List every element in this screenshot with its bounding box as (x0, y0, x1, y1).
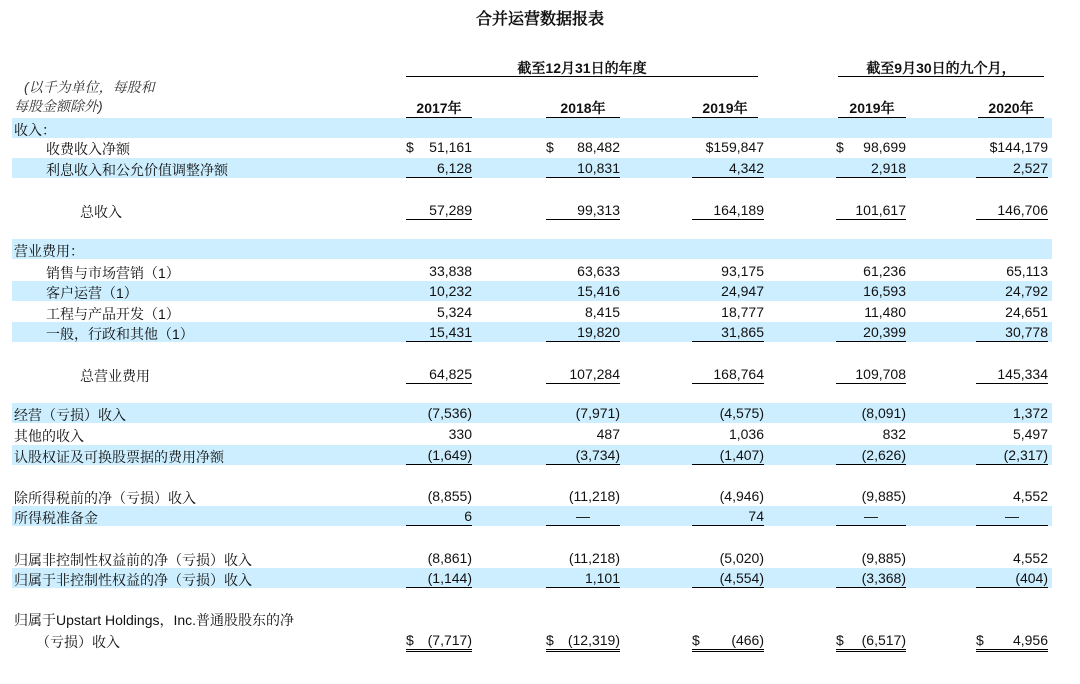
double-underline (976, 649, 1048, 652)
underline (406, 219, 472, 220)
currency-symbol: $ (836, 139, 844, 155)
cell-value: (1,407) (719, 447, 764, 463)
cell-value: 4,956 (1012, 632, 1048, 648)
cell-value: 24,792 (1005, 283, 1048, 299)
cell-value: (4,554) (719, 570, 764, 586)
table-row-customer-ops (0, 281, 1080, 301)
table-cell (546, 160, 620, 178)
cell-value: 2,527 (1012, 160, 1048, 176)
table-cell (546, 632, 620, 650)
underline (406, 341, 472, 342)
table-cell (836, 426, 906, 444)
table-cell (692, 283, 764, 301)
currency-symbol: $ (546, 632, 554, 648)
table-cell (692, 632, 764, 650)
table-row-engineering (0, 302, 1080, 322)
underline (836, 219, 906, 220)
underline (406, 587, 472, 588)
table-cell (546, 405, 620, 423)
year-header-2018: 2018年 (560, 100, 606, 116)
cell-value: (7,717) (427, 632, 472, 648)
table-cell (976, 324, 1048, 342)
year-header-2020: 2020年 (988, 100, 1034, 116)
table-cell (836, 550, 906, 568)
underline (976, 464, 1048, 465)
table-cell (836, 160, 906, 178)
row-label: 总收入 (80, 204, 122, 220)
table-row-net-common-line1 (0, 608, 1080, 628)
double-underline (836, 649, 906, 652)
table-cell (836, 139, 906, 157)
cell-value: (9,885) (861, 550, 906, 566)
underline (546, 341, 620, 342)
cell-value: 61,236 (863, 263, 906, 279)
cell-value: 1,372 (1012, 405, 1048, 421)
cell-value: (2,317) (1003, 447, 1048, 463)
table-cell (692, 263, 764, 281)
table-row-nci (0, 568, 1080, 588)
cell-value: (1,649) (427, 447, 472, 463)
row-label: 除所得税前的净（亏损）收入 (14, 490, 196, 506)
underline (976, 341, 1048, 342)
cell-value: 10,831 (577, 160, 620, 176)
table-row-before-nci (0, 548, 1080, 568)
cell-value: 1,036 (728, 426, 764, 442)
cell-value: 168,764 (713, 366, 764, 382)
cell-value: 164,189 (713, 202, 764, 218)
cell-value: 24,651 (1005, 304, 1048, 320)
cell-value: 832 (882, 426, 906, 442)
row-label: 经营（亏损）收入 (14, 407, 126, 423)
underline (406, 383, 472, 384)
table-row-total-revenue (0, 200, 1080, 220)
cell-value: (4,946) (719, 488, 764, 504)
table-cell (692, 447, 764, 465)
cell-value: 20,399 (863, 324, 906, 340)
table-row-total-opex (0, 364, 1080, 384)
table-cell (692, 426, 764, 444)
table-cell (546, 570, 620, 588)
row-shading (12, 239, 1052, 259)
table-cell (406, 283, 472, 301)
cell-value: 30,778 (1005, 324, 1048, 340)
cell-value: 8,415 (584, 304, 620, 320)
table-cell (836, 405, 906, 423)
table-cell (836, 508, 906, 526)
table-cell (836, 488, 906, 506)
cell-value: 98,699 (863, 139, 906, 155)
table-cell (406, 202, 472, 220)
row-label: 归属于非控制性权益的净（亏损）收入 (14, 572, 252, 588)
cell-value: 31,865 (721, 324, 764, 340)
table-cell (406, 324, 472, 342)
table-cell (406, 160, 472, 178)
underline (546, 525, 620, 526)
group-header-nine-months: 截至9月30日的九个月， (866, 60, 1016, 76)
table-cell (836, 366, 906, 384)
cell-value: 74 (748, 508, 764, 524)
table-cell (836, 324, 906, 342)
cell-value: 6 (464, 508, 472, 524)
cell-value: (3,368) (861, 570, 906, 586)
table-cell (692, 160, 764, 178)
underline (546, 464, 620, 465)
table-cell (692, 304, 764, 322)
underline (836, 525, 906, 526)
cell-value: 33,838 (429, 263, 472, 279)
cell-value: 24,947 (721, 283, 764, 299)
underline (546, 177, 620, 178)
table-cell (976, 283, 1048, 301)
row-label: 收入： (14, 122, 56, 138)
cell-value: 1,101 (584, 570, 620, 586)
cell-value: (8,861) (427, 550, 472, 566)
cell-value: 101,617 (855, 202, 906, 218)
table-cell (692, 488, 764, 506)
table-cell (692, 405, 764, 423)
underline (692, 464, 764, 465)
year-header-2017: 2017年 (416, 100, 462, 116)
cell-value: — (864, 508, 878, 524)
cell-value: 18,777 (721, 304, 764, 320)
table-cell (692, 366, 764, 384)
cell-value: (7,536) (427, 405, 472, 421)
table-cell (406, 508, 472, 526)
cell-value: (11,218) (568, 488, 620, 504)
table-row-general-admin (0, 322, 1080, 342)
underline (692, 341, 764, 342)
group-header-annual: 截至12月31日的年度 (517, 60, 647, 76)
cell-value: (8,855) (427, 488, 472, 504)
table-cell (976, 405, 1048, 423)
cell-value: 6,128 (436, 160, 472, 176)
cell-value: 146,706 (997, 202, 1048, 218)
cell-value: 109,708 (855, 366, 906, 382)
underline (692, 383, 764, 384)
currency-symbol: $ (976, 632, 984, 648)
table-cell (976, 366, 1048, 384)
underline (976, 177, 1048, 178)
cell-value: 11,480 (864, 304, 906, 320)
table-cell (546, 202, 620, 220)
table-cell (692, 550, 764, 568)
cell-value: 51,161 (429, 139, 472, 155)
double-underline (406, 649, 472, 652)
cell-value: (8,091) (861, 405, 906, 421)
table-cell (546, 324, 620, 342)
cell-value: (466) (731, 632, 764, 648)
table-cell (836, 202, 906, 220)
group-underline-annual (406, 76, 758, 77)
unit-note-line2: 每股金额除外) (14, 98, 103, 114)
underline (836, 464, 906, 465)
cell-value: 487 (596, 426, 620, 442)
table-cell (976, 160, 1048, 178)
underline (836, 177, 906, 178)
table-row-operating-income (0, 403, 1080, 423)
table-cell (406, 426, 472, 444)
row-label: 总营业费用 (80, 368, 150, 384)
table-cell (546, 488, 620, 506)
row-label: 一般，行政和其他（1） (46, 326, 194, 342)
underline (546, 219, 620, 220)
table-cell (976, 202, 1048, 220)
cell-value: 57,289 (429, 202, 472, 218)
table-cell (546, 139, 620, 157)
table-cell (406, 366, 472, 384)
cell-value: 5,324 (436, 304, 472, 320)
table-cell (692, 508, 764, 526)
table-cell (836, 283, 906, 301)
table-row-revenue-header (0, 118, 1080, 138)
table-cell (976, 263, 1048, 281)
cell-value: $159,847 (705, 139, 764, 155)
underline (976, 219, 1048, 220)
underline (406, 464, 472, 465)
table-cell (976, 139, 1048, 157)
underline (546, 587, 620, 588)
table-cell (976, 508, 1048, 526)
currency-symbol: $ (406, 139, 414, 155)
table-cell (546, 304, 620, 322)
cell-value: 65,113 (1006, 263, 1048, 279)
table-row-net-common (0, 630, 1080, 650)
currency-symbol: $ (692, 632, 700, 648)
cell-value: 2,918 (870, 160, 906, 176)
table-cell (406, 447, 472, 465)
currency-symbol: $ (406, 632, 414, 648)
currency-symbol: $ (836, 632, 844, 648)
table-cell (546, 508, 620, 526)
table-cell (836, 263, 906, 281)
cell-value: (7,971) (575, 405, 620, 421)
year-header-2019-annual: 2019年 (702, 100, 748, 116)
table-row-sales-marketing (0, 261, 1080, 281)
cell-value: 63,633 (577, 263, 620, 279)
cell-value: 4,552 (1012, 488, 1048, 504)
row-label: 归属非控制性权益前的净（亏损）收入 (14, 552, 252, 568)
cell-value: 4,552 (1012, 550, 1048, 566)
cell-value: (2,626) (861, 447, 906, 463)
table-cell (692, 139, 764, 157)
table-cell (976, 570, 1048, 588)
underline (836, 587, 906, 588)
table-cell (546, 550, 620, 568)
table-cell (406, 488, 472, 506)
cell-value: 145,334 (997, 366, 1048, 382)
cell-value: 16,593 (863, 283, 906, 299)
table-cell (692, 324, 764, 342)
cell-value: (1,144) (427, 570, 472, 586)
table-row-other-income (0, 424, 1080, 444)
cell-value: (3,734) (575, 447, 620, 463)
row-label: 认股权证及可换股票据的费用净额 (14, 449, 224, 465)
cell-value: 15,416 (577, 283, 620, 299)
cell-value: 10,232 (429, 283, 472, 299)
table-cell (546, 366, 620, 384)
cell-value: 15,431 (429, 324, 472, 340)
cell-value: — (1005, 508, 1019, 524)
underline (546, 383, 620, 384)
cell-value: 330 (448, 426, 472, 442)
table-cell (406, 139, 472, 157)
underline (836, 383, 906, 384)
cell-value: (6,517) (861, 632, 906, 648)
unit-note-line1: (以千为单位，每股和 (24, 79, 155, 95)
cell-value: (404) (1015, 570, 1048, 586)
table-cell (976, 447, 1048, 465)
cell-value: 4,342 (728, 160, 764, 176)
cell-value: 64,825 (429, 366, 472, 382)
underline (692, 219, 764, 220)
table-cell (836, 570, 906, 588)
underline (976, 525, 1048, 526)
table-cell (692, 202, 764, 220)
row-label: 营业费用： (14, 243, 84, 259)
table-cell (976, 550, 1048, 568)
table-row-interest-income (0, 158, 1080, 178)
year-header-2019-nine-months: 2019年 (849, 100, 895, 116)
underline (976, 383, 1048, 384)
row-label: （亏损）收入 (36, 634, 120, 650)
cell-value: 107,284 (569, 366, 620, 382)
table-cell (836, 447, 906, 465)
row-label: 收费收入净额 (46, 141, 130, 157)
table-cell (546, 283, 620, 301)
table-row-warrant-expense (0, 445, 1080, 465)
table-cell (546, 426, 620, 444)
table-cell (546, 263, 620, 281)
cell-value: $144,179 (989, 139, 1048, 155)
table-cell (976, 426, 1048, 444)
cell-value: 5,497 (1012, 426, 1048, 442)
table-cell (406, 304, 472, 322)
currency-symbol: $ (546, 139, 554, 155)
double-underline (692, 649, 764, 652)
table-cell (692, 570, 764, 588)
cell-value: 99,313 (577, 202, 620, 218)
report-title: 合并运营数据报表 (475, 11, 604, 28)
row-label: 归属于Upstart Holdings，Inc.普通股股东的净 (14, 612, 295, 628)
underline (692, 587, 764, 588)
cell-value: (5,020) (719, 550, 764, 566)
table-cell (546, 447, 620, 465)
underline (406, 525, 472, 526)
table-row-fee-revenue (0, 137, 1080, 157)
row-label: 工程与产品开发（1） (46, 306, 180, 322)
row-label: 客户运营（1） (46, 285, 138, 301)
table-cell (406, 632, 472, 650)
table-cell (976, 488, 1048, 506)
table-cell (976, 304, 1048, 322)
row-label: 销售与市场营销（1） (46, 265, 180, 281)
table-cell (406, 263, 472, 281)
table-cell (976, 632, 1048, 650)
table-cell (406, 405, 472, 423)
cell-value: 93,175 (721, 263, 764, 279)
double-underline (546, 649, 620, 652)
cell-value: 88,482 (577, 139, 620, 155)
underline (406, 177, 472, 178)
underline (692, 525, 764, 526)
group-underline-nine-months (838, 76, 1044, 77)
table-cell (406, 570, 472, 588)
table-cell (836, 304, 906, 322)
cell-value: — (576, 508, 590, 524)
row-label: 利息收入和公允价值调整净额 (46, 162, 228, 178)
cell-value: (11,218) (568, 550, 620, 566)
underline (692, 177, 764, 178)
table-row-opex-header (0, 239, 1080, 259)
cell-value: (4,575) (719, 405, 764, 421)
row-shading (12, 118, 1052, 138)
cell-value: (12,319) (567, 632, 620, 648)
underline (976, 587, 1048, 588)
underline (836, 341, 906, 342)
row-label: 所得税准备金 (14, 510, 98, 526)
cell-value: (9,885) (861, 488, 906, 504)
cell-value: 19,820 (577, 324, 620, 340)
table-row-income-tax (0, 506, 1080, 526)
row-label: 其他的收入 (14, 428, 84, 444)
table-cell (836, 632, 906, 650)
table-cell (406, 550, 472, 568)
table-row-pretax-income (0, 486, 1080, 506)
